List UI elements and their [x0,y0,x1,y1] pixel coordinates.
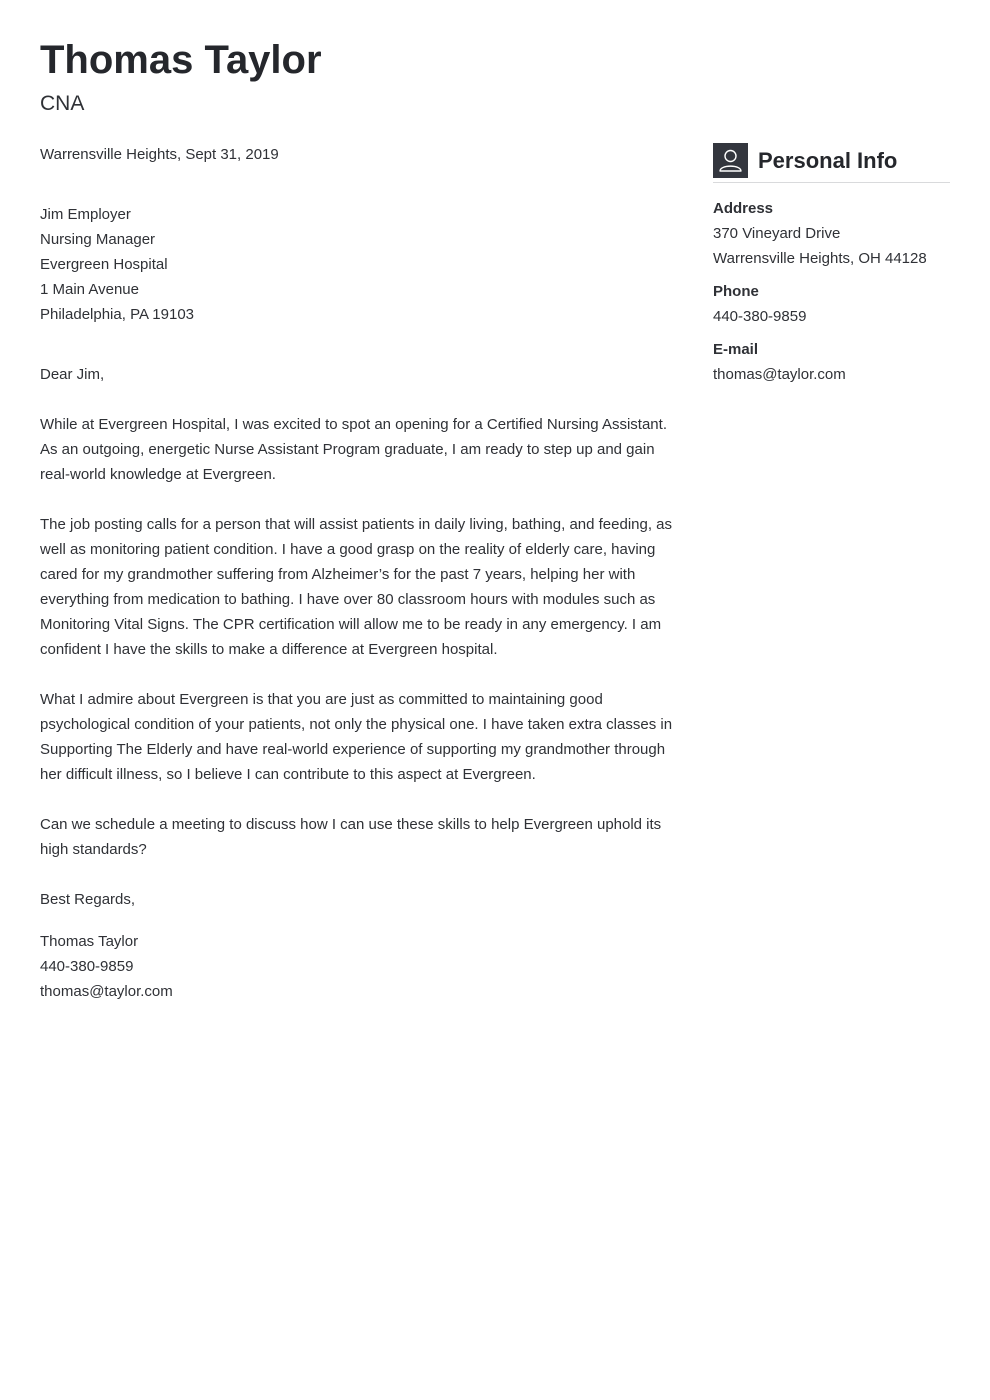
section-title: Personal Info [758,147,898,173]
signature-phone: 440-380-9859 [40,958,134,975]
salutation: Dear Jim, [40,366,105,383]
recipient-line: Philadelphia, PA 19103 [40,306,195,323]
person-icon-graphic [717,147,744,174]
cover-letter-body [40,142,680,1004]
email-block [713,337,950,387]
recipient-block [40,202,680,327]
phone-value: 440-380-9859 [713,308,807,325]
letter-paragraph: Can we schedule a meeting to discuss how I can use these skills to help Evergreen uphold its high standards? [40,816,662,858]
letter-closing: Best Regards, [40,891,136,908]
recipient-line: Evergreen Hospital [40,256,168,273]
recipient-line: Jim Employer [40,206,131,223]
email-value: thomas@taylor.com [713,366,846,383]
letter-date: Warrensville Heights, Sept 31, 2019 [40,146,279,163]
resume-header [40,36,322,118]
recipient-line: Nursing Manager [40,231,156,248]
phone-label: Phone [713,283,759,300]
recipient-line: 1 Main Avenue [40,281,139,298]
address-line: 370 Vineyard Drive [713,225,841,242]
email-label: E-mail [713,341,759,358]
personal-info-sidebar [713,143,950,387]
letter-paragraph: The job posting calls for a person that will assist patients in daily living, bathing, and feeding, as well as monitoring patient condition. I have a good grasp on the reality of elderly care, having cared for my grandmother suffering from Alzheimer’s for the past 7 years, helping her with everything from medication to bathing. I have over 80 classroom hours with modules such as Monitoring Vital Signs. The CPR certification will allow me to be ready in any emergency. I am confident I have the skills to make a difference at Evergreen hospital. [40,516,673,658]
candidate-name: Thomas Taylor [40,38,322,82]
phone-block [713,279,950,329]
signature-email: thomas@taylor.com [40,983,173,1000]
address-line: Warrensville Heights, OH 44128 [713,250,927,267]
letter-paragraph: What I admire about Evergreen is that you are just as committed to maintaining good psychological condition of your patients, not only the physical one. I have taken extra classes in Supporting The Elderly and have real-world experience of supporting my grandmother through her difficult illness, so I believe I can contribute to this aspect at Evergreen. [40,691,673,783]
personal-info-header [713,143,950,183]
address-block [713,196,950,271]
person-icon [713,143,748,178]
address-label: Address [713,200,774,217]
candidate-title: CNA [40,92,85,115]
signature-name: Thomas Taylor [40,933,139,950]
letter-paragraph: While at Evergreen Hospital, I was excited to spot an opening for a Certified Nursing Assistant. As an outgoing, energetic Nurse Assistant Program graduate, I am ready to step up and gain real-world knowledge at Evergreen. [40,416,667,483]
signature-block [40,929,680,1004]
